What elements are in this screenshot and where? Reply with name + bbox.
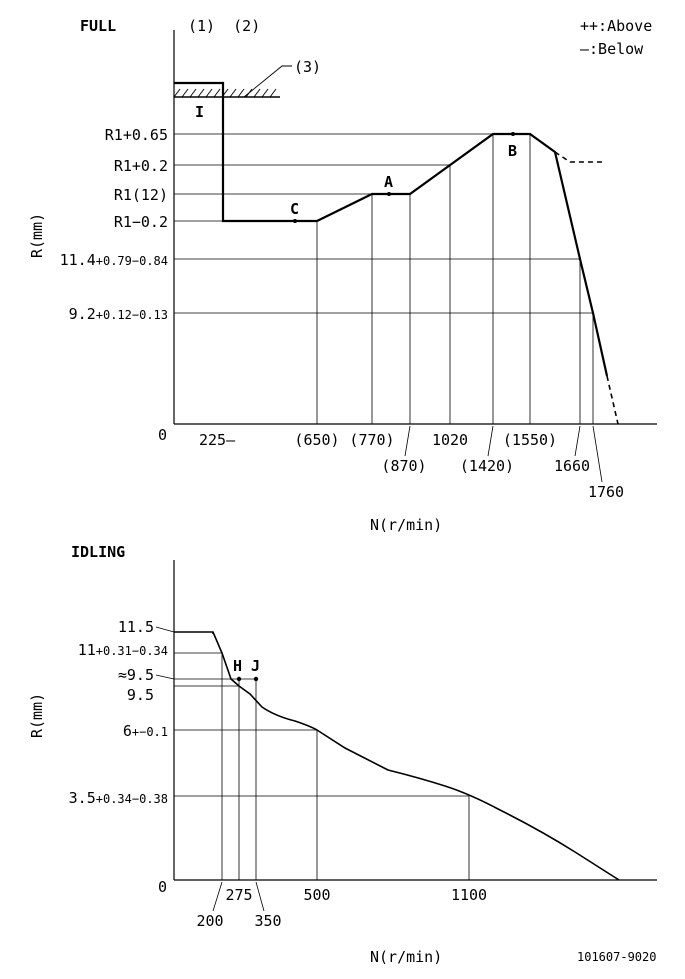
idling-x-200: 200	[196, 912, 224, 930]
full-point-b: B	[508, 142, 518, 160]
full-x-1760: 1760	[587, 483, 625, 501]
idling-x-275: 275	[225, 886, 253, 904]
full-y-zero: 0	[158, 426, 168, 444]
full-x-1550: (1550)	[502, 431, 558, 449]
idling-y-95: 9.5	[126, 686, 154, 704]
full-x-1420: (1420)	[459, 457, 515, 475]
full-y-r1-065: R1+0.65	[104, 126, 168, 144]
idling-y-6-tol: +−0.1	[131, 725, 168, 739]
full-point-c: C	[290, 200, 300, 218]
full-marker-12: (1) (2)	[188, 17, 261, 35]
full-y-92-main: 9.2	[68, 305, 96, 323]
idling-y-35	[69, 789, 168, 807]
idling-x-350: 350	[254, 912, 282, 930]
full-point-a: A	[384, 173, 394, 191]
full-x-650: (650)	[294, 431, 340, 449]
idling-x-axis-label: N(r/min)	[370, 948, 443, 966]
full-legend-below: —:Below	[580, 40, 644, 58]
full-y-92	[69, 305, 168, 323]
idling-point-h: H	[233, 657, 243, 675]
full-curve	[174, 83, 607, 376]
callout-3-leader	[244, 66, 292, 97]
point-h-dot	[237, 677, 241, 681]
point-j-dot	[254, 677, 258, 681]
idling-title: IDLING	[71, 543, 126, 561]
full-y-r1-m02: R1−0.2	[113, 213, 168, 231]
full-x-axis-label: N(r/min)	[370, 516, 443, 534]
full-y-92-tol: +0.12−0.13	[95, 308, 168, 322]
full-x-870: (870)	[381, 457, 427, 475]
full-x-225: 225—	[199, 431, 236, 449]
full-y-axis-label: R(mm)	[28, 212, 46, 258]
idling-x-200-tick	[213, 882, 222, 911]
full-curve-above-branch	[555, 152, 604, 162]
full-x-1020: 1020	[431, 431, 469, 449]
idling-leader-115	[156, 627, 174, 632]
full-title: FULL	[80, 17, 117, 35]
point-c-dot	[293, 219, 297, 223]
full-y-r1-12: R1(12)	[113, 186, 168, 204]
full-legend-above: ++:Above	[580, 17, 653, 35]
idling-x-1100: 1100	[450, 886, 488, 904]
full-x-1760-tick	[593, 426, 602, 482]
full-curve-dashed-tail	[607, 376, 618, 424]
full-chart	[174, 30, 657, 424]
point-a-dot	[387, 192, 391, 196]
footer-code: 101607-9020	[577, 950, 657, 964]
full-y-114-tol: +0.79−0.84	[95, 254, 168, 268]
idling-y-11-main: 11	[77, 641, 96, 659]
full-marker-i: I	[195, 103, 205, 121]
full-callout-3: (3)	[294, 58, 322, 76]
idling-point-j: J	[251, 657, 261, 675]
idling-chart	[156, 560, 657, 880]
full-y-r1-02: R1+0.2	[113, 157, 168, 175]
full-x-1660: 1660	[553, 457, 591, 475]
idling-y-11	[78, 641, 168, 659]
idling-y-6-main: 6	[122, 722, 132, 740]
idling-y-11-tol: +0.31−0.34	[95, 644, 168, 658]
idling-leader-approx95	[156, 675, 174, 679]
full-x-770: (770)	[349, 431, 395, 449]
idling-y-axis-label: R(mm)	[28, 692, 46, 738]
idling-y-approx95: ≈9.5	[117, 666, 154, 684]
idling-y-zero: 0	[158, 878, 168, 896]
point-b-dot	[511, 132, 515, 136]
idling-x-350-tick	[256, 882, 264, 911]
idling-y-35-main: 3.5	[68, 789, 96, 807]
full-x-1660-tick	[575, 426, 580, 456]
full-x-870-tick	[405, 426, 410, 456]
idling-y-115: 11.5	[117, 618, 154, 636]
idling-x-500: 500	[303, 886, 331, 904]
full-y-114	[60, 251, 168, 269]
idling-y-6	[123, 722, 168, 740]
idling-y-35-tol: +0.34−0.38	[95, 792, 168, 806]
stopper-hatching	[174, 89, 276, 97]
full-x-1420-tick	[488, 426, 493, 456]
full-y-114-main: 11.4	[59, 251, 96, 269]
